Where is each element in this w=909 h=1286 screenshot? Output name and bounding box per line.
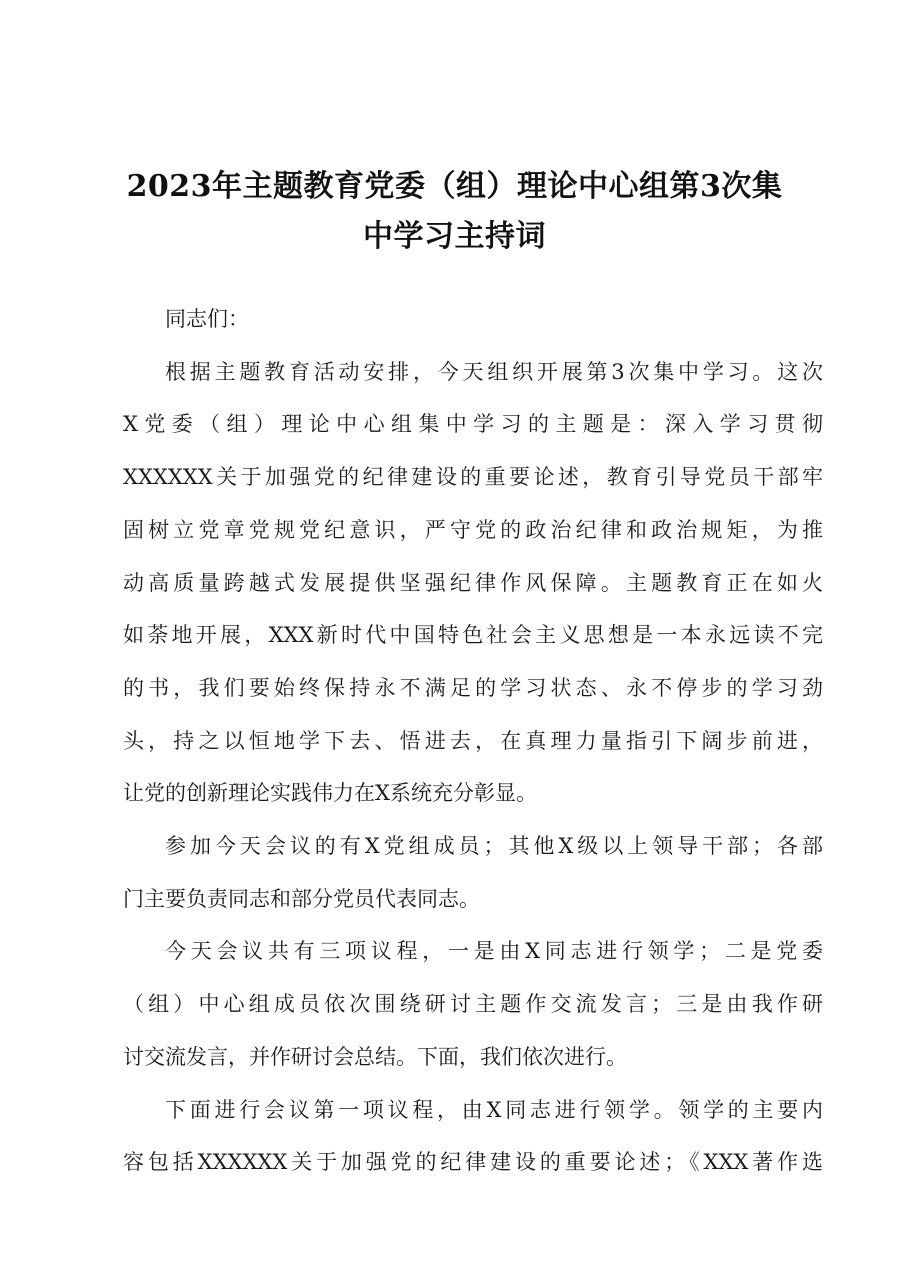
title-line-2: 中学习主持词: [363, 219, 546, 254]
paragraph-line: 今天会议共有三项议程，一是由X同志进行领学；二是党委: [165, 939, 823, 964]
paragraph-greeting: [123, 293, 823, 346]
paragraph-line: 的书，我们要始终保持永不满足的学习状态、永不停步的学习劲: [123, 675, 823, 700]
paragraph-line: 让党的创新理论实践伟力在X系统充分彰显。: [123, 781, 537, 806]
paragraph-line: 固树立党章党规党纪意识，严守党的政治纪律和政治规矩，为推: [123, 517, 823, 542]
paragraph-line: 门主要负责同志和部分党员代表同志。: [123, 886, 480, 911]
paragraph-line: XXXXXX关于加强党的纪律建设的重要论述，教育引导党员干部牢: [123, 465, 823, 490]
paragraph-introduction: [123, 346, 823, 820]
paragraph-line: X党委（组）理论中心组集中学习的主题是：深入学习贯彻: [123, 412, 823, 437]
paragraph-line: 参加今天会议的有X党组成员；其他X级以上领导干部；各部: [165, 834, 823, 859]
paragraph-agenda: [123, 925, 823, 1083]
document-title: [100, 162, 809, 262]
paragraph-line: 容包括XXXXXX关于加强党的纪律建设的重要论述；《XXX著作选: [123, 1150, 823, 1175]
paragraph-line: 同志们：: [165, 307, 249, 331]
title-line-1: 2023年主题教育党委（组）理论中心组第3次集: [126, 169, 783, 204]
paragraph-attendees: [123, 820, 823, 925]
paragraph-line: 如荼地开展，XXX新时代中国特色社会主义思想是一本永远读不完: [123, 623, 823, 648]
paragraph-line: 动高质量跨越式发展提供坚强纪律作风保障。主题教育正在如火: [123, 570, 823, 595]
paragraph-line: 头，持之以恒地学下去、悟进去，在真理力量指引下阔步前进，: [123, 728, 823, 753]
paragraph-first-agenda-item: [123, 1084, 823, 1189]
paragraph-line: （组）中心组成员依次围绕研讨主题作交流发言；三是由我作研: [123, 992, 823, 1017]
paragraph-line: 下面进行会议第一项议程，由X同志进行领学。领学的主要内: [165, 1097, 823, 1122]
paragraph-line: 讨交流发言，并作研讨会总结。下面，我们依次进行。: [123, 1044, 627, 1069]
document-body: [123, 293, 823, 1189]
paragraph-line: 根据主题教育活动安排，今天组织开展第3次集中学习。这次: [165, 359, 823, 384]
